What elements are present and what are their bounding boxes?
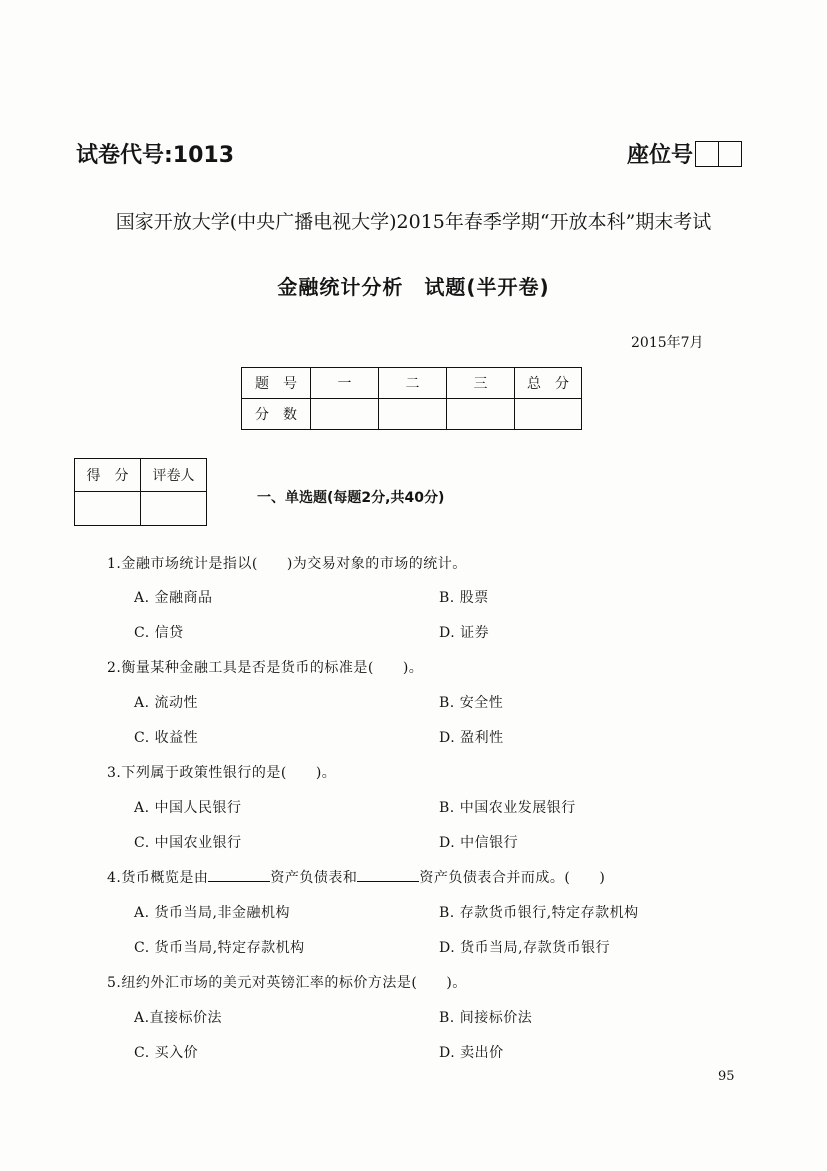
score-cell [311,399,379,430]
exam-title: 国家开放大学(中央广播电视大学)2015年春季学期“开放本科”期末考试 [115,211,712,233]
question-option: A. 货币当局,非金融机构 [134,905,290,921]
seat-box [719,141,742,167]
question-option: D. 货币当局,存款货币银行 [439,940,611,956]
paper-title: 金融统计分析 试题(半开卷) [277,275,550,299]
score-cell: 题 号 [242,368,311,399]
question-option: A. 流动性 [134,695,199,711]
grader-name-cell [141,492,207,526]
score-cell [379,399,447,430]
question-option: D. 卖出价 [439,1045,504,1061]
score-table-header-row [242,368,582,399]
answer-blank [208,869,270,882]
question-option: C. 信贷 [134,625,184,641]
question-option: C. 收益性 [134,730,199,746]
question-option: D. 盈利性 [439,730,504,746]
exam-date: 2015年7月 [631,335,704,351]
score-table-value-row [242,399,582,430]
question-stem [107,867,605,887]
score-cell: 三 [447,368,515,399]
question-stem: 3.下列属于政策性银行的是( )。 [107,765,337,781]
paper-code: 试卷代号:1013 [76,143,235,168]
score-cell [515,399,582,430]
score-cell: 二 [379,368,447,399]
score-table [241,367,582,430]
grader-name-header: 评卷人 [141,459,207,492]
question-option: C. 货币当局,特定存款机构 [134,940,305,956]
question-option: B. 间接标价法 [439,1010,533,1026]
seat-label: 座位号 [627,143,694,168]
grader-table [74,458,207,526]
section-title: 一、单选题(每题2分,共40分) [257,490,445,506]
seat-boxes [695,141,742,167]
question-stem-part: 资产负债表和 [270,870,358,886]
question-option: B. 中国农业发展银行 [439,800,576,816]
question-stem: 2.衡量某种金融工具是否是货币的标准是( )。 [107,660,424,676]
answer-blank [357,869,419,882]
question-option: D. 证券 [439,625,490,641]
grader-score-header: 得 分 [75,459,141,492]
score-cell: 分 数 [242,399,311,430]
question-option: C. 中国农业银行 [134,835,242,851]
question-option: C. 买入价 [134,1045,199,1061]
question-stem-part: 4.货币概览是由 [107,870,209,886]
question-option: B. 安全性 [439,695,504,711]
question-option: A. 金融商品 [134,590,213,606]
question-option: B. 存款货币银行,特定存款机构 [439,905,639,921]
seat-number [627,138,742,169]
score-cell: 总 分 [515,368,582,399]
page-number: 95 [718,1069,735,1084]
question-option: A. 中国人民银行 [134,800,242,816]
question-option: D. 中信银行 [439,835,519,851]
question-stem: 1.金融市场统计是指以( )为交易对象的市场的统计。 [107,556,467,572]
question-stem: 5.纽约外汇市场的美元对英镑汇率的标价方法是( )。 [107,975,467,991]
seat-box [695,141,719,167]
grader-score-cell [75,492,141,526]
question-stem-part: 资产负债表合并而成。( ) [419,870,606,886]
question-option: A.直接标价法 [134,1010,223,1026]
score-cell: 一 [311,368,379,399]
question-option: B. 股票 [439,590,489,606]
score-cell [447,399,515,430]
